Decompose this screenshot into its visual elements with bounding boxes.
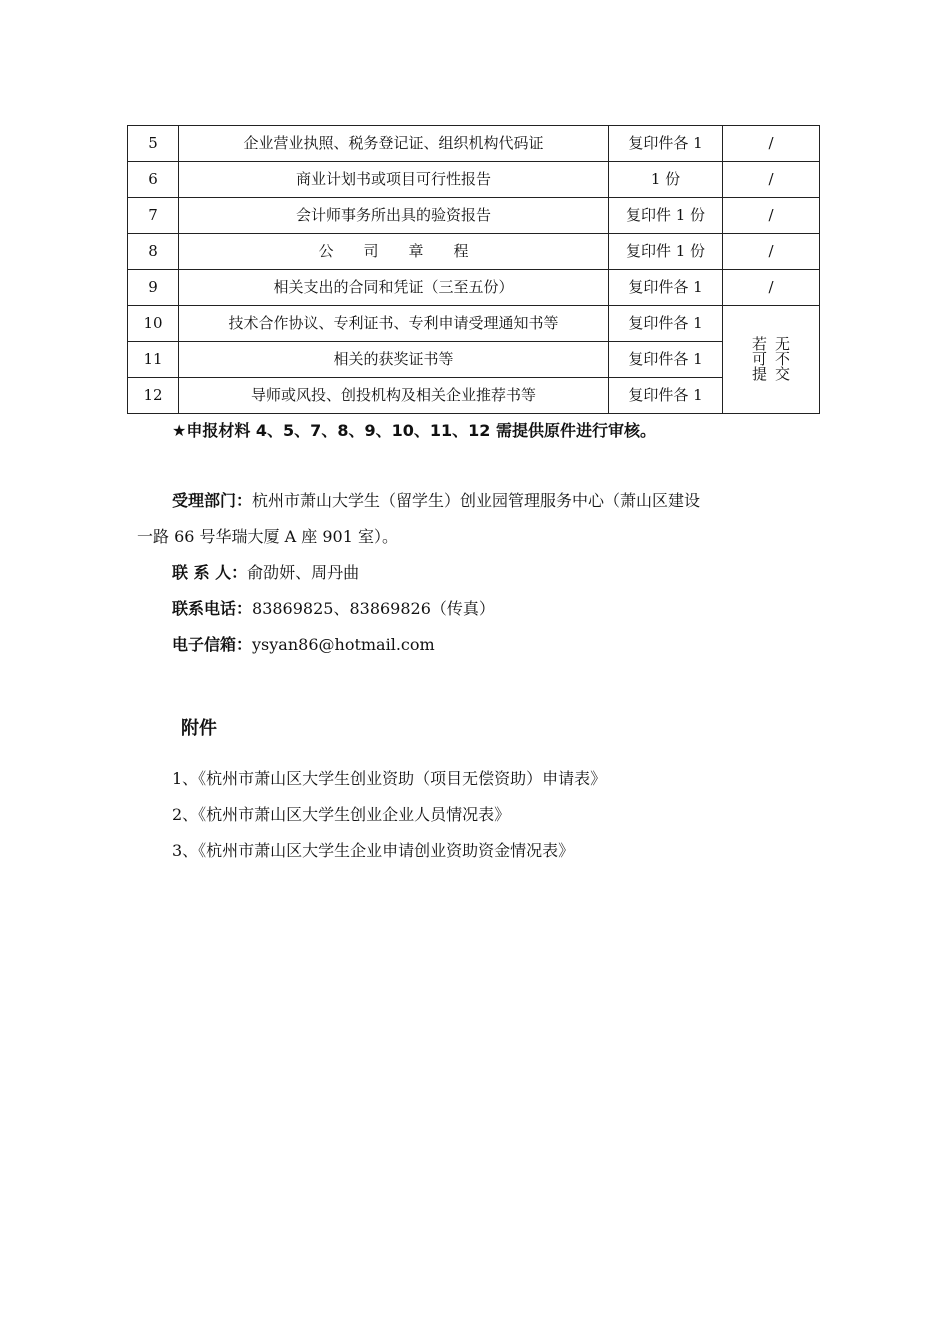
row-number: 7 bbox=[128, 198, 179, 234]
material-name: 相关支出的合同和凭证（三至五份） bbox=[179, 270, 609, 306]
material-note: / bbox=[723, 270, 820, 306]
contact-value: 俞劭妍、周丹曲 bbox=[247, 563, 360, 582]
material-quantity: 复印件各 1 bbox=[609, 270, 723, 306]
material-quantity: 复印件各 1 bbox=[609, 378, 723, 414]
merged-note-line: 若无 bbox=[751, 335, 798, 353]
email-value: ysyan86@hotmail.com bbox=[252, 635, 435, 654]
row-number: 5 bbox=[128, 126, 179, 162]
table-row bbox=[128, 198, 820, 234]
department-label: 受理部门： bbox=[172, 491, 253, 510]
department-line-continued: 一路 66 号华瑞大厦 A 座 901 室）。 bbox=[137, 527, 398, 546]
material-name: 企业营业执照、税务登记证、组织机构代码证 bbox=[179, 126, 609, 162]
material-quantity: 复印件各 1 bbox=[609, 342, 723, 378]
material-note: / bbox=[723, 126, 820, 162]
material-note: / bbox=[723, 162, 820, 198]
contact-line bbox=[172, 555, 359, 591]
table-row bbox=[128, 306, 820, 342]
material-name: 公 司 章 程 bbox=[179, 234, 609, 270]
material-quantity: 复印件各 1 bbox=[609, 306, 723, 342]
attachments-heading: 附件 bbox=[181, 718, 217, 739]
materials-table bbox=[127, 125, 820, 414]
contact-label: 联 系 人： bbox=[172, 563, 248, 582]
material-name: 相关的获奖证书等 bbox=[179, 342, 609, 378]
merged-note-line: 提交 bbox=[751, 365, 798, 383]
material-quantity: 复印件 1 份 bbox=[609, 198, 723, 234]
table-row bbox=[128, 342, 820, 378]
material-name: 导师或风投、创投机构及相关企业推荐书等 bbox=[179, 378, 609, 414]
row-number: 6 bbox=[128, 162, 179, 198]
row-number: 10 bbox=[128, 306, 179, 342]
attachment-item: 1、《杭州市萧山区大学生创业资助（项目无偿资助）申请表》 bbox=[172, 769, 607, 788]
material-name: 技术合作协议、专利证书、专利申请受理通知书等 bbox=[179, 306, 609, 342]
phone-line bbox=[172, 591, 495, 627]
email-label: 电子信箱： bbox=[172, 635, 253, 654]
material-quantity: 复印件 1 份 bbox=[609, 234, 723, 270]
merged-note-cell bbox=[723, 306, 820, 414]
email-line bbox=[172, 627, 435, 663]
row-number: 8 bbox=[128, 234, 179, 270]
attachment-item: 2、《杭州市萧山区大学生创业企业人员情况表》 bbox=[172, 805, 511, 824]
phone-value: 83869825、83869826（传真） bbox=[252, 599, 495, 618]
material-quantity: 复印件各 1 bbox=[609, 126, 723, 162]
row-number: 12 bbox=[128, 378, 179, 414]
material-name: 会计师事务所出具的验资报告 bbox=[179, 198, 609, 234]
material-quantity: 1 份 bbox=[609, 162, 723, 198]
phone-label: 联系电话： bbox=[172, 599, 253, 618]
attachment-item: 3、《杭州市萧山区大学生企业申请创业资助资金情况表》 bbox=[172, 841, 575, 860]
table-row bbox=[128, 234, 820, 270]
original-documents-note: ★申报材料 4、5、7、8、9、10、11、12 需提供原件进行审核。 bbox=[172, 421, 656, 440]
material-note: / bbox=[723, 234, 820, 270]
department-line bbox=[172, 483, 700, 519]
row-number: 11 bbox=[128, 342, 179, 378]
table-row bbox=[128, 378, 820, 414]
merged-note-line: 可不 bbox=[751, 350, 798, 368]
table-row bbox=[128, 270, 820, 306]
row-number: 9 bbox=[128, 270, 179, 306]
table-row bbox=[128, 126, 820, 162]
material-name: 商业计划书或项目可行性报告 bbox=[179, 162, 609, 198]
table-row bbox=[128, 162, 820, 198]
material-note: / bbox=[723, 198, 820, 234]
department-value: 杭州市萧山大学生（留学生）创业园管理服务中心（萧山区建设 bbox=[252, 491, 701, 510]
